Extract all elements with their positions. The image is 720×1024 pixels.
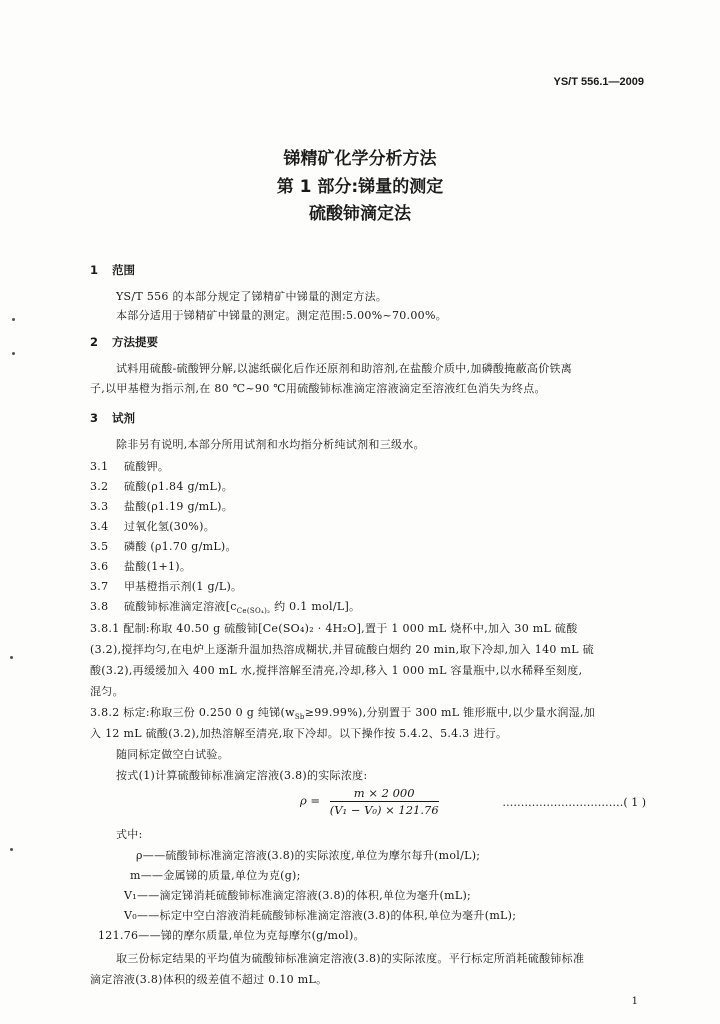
scan-speck	[10, 848, 13, 851]
item-text: 盐酸(ρ1.19 g/mL)。	[124, 500, 234, 513]
section-1-para-1: YS/T 556 的本部分规定了锑精矿中锑量的测定方法。	[116, 290, 388, 303]
doc-title-line-2: 第 1 部分:锑量的测定	[276, 177, 444, 197]
formula-fraction	[330, 786, 439, 817]
section-2-heading	[90, 334, 158, 350]
item-number: 3.7	[90, 580, 109, 593]
reagent-item	[90, 578, 242, 594]
closing-line-1: 取三份标定结果的平均值为硫酸铈标准滴定溶液(3.8)的实际浓度。平行标定所消耗硫酸铈标准	[116, 952, 585, 965]
item-number: 3.5	[90, 540, 109, 553]
legend-row-rho: ρ——硫酸铈标准滴定溶液(3.8)的实际浓度,单位为摩尔每升(mol/L);	[136, 849, 481, 862]
item-number: 3.4	[90, 520, 109, 533]
clause-3-8-1-line-1: 3.8.1 配制:称取 40.50 g 硫酸铈[Ce(SO₄)₂ · 4H₂O],置于 1 000 mL 烧杯中,加入 30 mL 硫酸	[90, 622, 578, 635]
subscript: Sb	[294, 713, 305, 722]
item-text: 磷酸 (ρ1.70 g/mL)。	[124, 540, 237, 553]
equation-label: ( 1 )	[623, 796, 646, 809]
item-number: 3.1	[90, 460, 109, 473]
item-text: 盐酸(1+1)。	[124, 560, 192, 573]
section-number: 1	[90, 263, 99, 277]
item-number: 3.8	[90, 600, 109, 613]
clause-text-tail: ≥99.99%),分别置于 300 mL 锥形瓶中,以少量水润湿,加	[304, 706, 596, 719]
clause-3-8-2-line-1	[90, 704, 595, 721]
scan-speck	[10, 656, 13, 659]
item-text: 硫酸钾。	[124, 460, 170, 473]
section-1-heading	[90, 262, 135, 278]
reagent-item	[90, 558, 191, 574]
clause-text: 3.8.2 标定:称取三份 0.250 0 g 纯锑(w	[90, 706, 295, 719]
leader-dots: ……………………………	[502, 796, 624, 809]
item-number: 3.6	[90, 560, 109, 573]
legend-row-v1: V₁——滴定锑消耗硫酸铈标准滴定溶液(3.8)的体积,单位为毫升(mL);	[124, 889, 472, 902]
section-2-line-1: 试料用硫酸-硫酸钾分解,以滤纸碳化后作还原剂和助溶剂,在盐酸介质中,加磷酸掩蔽高价铁离	[116, 362, 573, 375]
section-2-line-2: 子,以甲基橙为指示剂,在 80 ℃~90 ℃用硫酸铈标准滴定溶液滴定至溶液红色消失为终点。	[90, 382, 546, 395]
clause-3-8-1-line-3: 酸(3.2),再缓缓加入 400 mL 水,搅拌溶解至清亮,冷却,移入 1 000 mL 容量瓶中,以水稀释至刻度,	[90, 664, 583, 677]
legend-row-molar-mass: 121.76——锑的摩尔质量,单位为克每摩尔(g/mol)。	[98, 929, 365, 942]
legend-heading: 式中:	[116, 828, 143, 841]
section-3-intro: 除非另有说明,本部分所用试剂和水均指分析纯试剂和三级水。	[116, 438, 425, 451]
clause-3-8-1-line-4: 混匀。	[90, 685, 124, 698]
formula-denominator: (V₁ − V₀) × 121.76	[329, 803, 439, 817]
section-3-heading	[90, 410, 135, 426]
reagent-item	[90, 498, 233, 514]
equation-number	[502, 796, 646, 809]
formula-1	[300, 786, 439, 817]
reagent-item	[90, 538, 237, 554]
section-number: 2	[90, 335, 99, 349]
item-text-tail: 约 0.1 mol/L]。	[270, 600, 361, 613]
section-title: 方法提要	[112, 335, 158, 349]
scan-speck	[12, 318, 15, 321]
clause-3-8-1-line-2: (3.2),搅拌均匀,在电炉上逐渐升温加热溶成糊状,并冒硫酸白烟约 20 min,取下冷却,加入 140 mL 硫	[90, 643, 594, 656]
item-text: 硫酸铈标准滴定溶液[c	[124, 600, 237, 613]
clause-3-8-2-line-4: 按式(1)计算硫酸铈标准滴定溶液(3.8)的实际浓度:	[116, 769, 368, 782]
formula-lhs: ρ =	[300, 793, 321, 808]
clause-3-8-2-line-2: 入 12 mL 硫酸(3.2),加热溶解至清亮,取下冷却。以下操作按 5.4.2、5.4.3 进行。	[90, 727, 508, 740]
legend-row-m: m——金属锑的质量,单位为克(g);	[130, 869, 301, 882]
doc-title-line-1: 锑精矿化学分析方法	[283, 149, 437, 169]
section-title: 试剂	[112, 411, 135, 425]
section-number: 3	[90, 411, 99, 425]
item-number: 3.3	[90, 500, 109, 513]
reagent-item	[90, 598, 360, 615]
reagent-item	[90, 518, 215, 534]
legend-row-v0: V₀——标定中空白溶液消耗硫酸铈标准滴定溶液(3.8)的体积,单位为毫升(mL);	[124, 909, 517, 922]
reagent-item	[90, 478, 233, 494]
doc-title-line-3: 硫酸铈滴定法	[309, 204, 411, 224]
scan-speck	[12, 352, 15, 355]
section-title: 范围	[112, 263, 135, 277]
standard-code: YS/T 556.1—2009	[553, 76, 644, 88]
item-text: 硫酸(ρ1.84 g/mL)。	[124, 480, 234, 493]
reagent-item	[90, 458, 169, 474]
closing-line-2: 滴定溶液(3.8)体积的级差值不超过 0.10 mL。	[90, 973, 328, 986]
page-number: 1	[631, 996, 638, 1007]
item-number: 3.2	[90, 480, 109, 493]
item-text: 甲基橙指示剂(1 g/L)。	[124, 580, 243, 593]
clause-3-8-2-line-3: 随同标定做空白试验。	[116, 748, 229, 761]
subscript: Ce(SO₄)₂	[236, 607, 271, 616]
item-text: 过氧化氢(30%)。	[124, 520, 216, 533]
section-1-para-2: 本部分适用于锑精矿中锑量的测定。测定范围:5.00%~70.00%。	[116, 309, 448, 322]
formula-numerator: m × 2 000	[330, 786, 439, 802]
